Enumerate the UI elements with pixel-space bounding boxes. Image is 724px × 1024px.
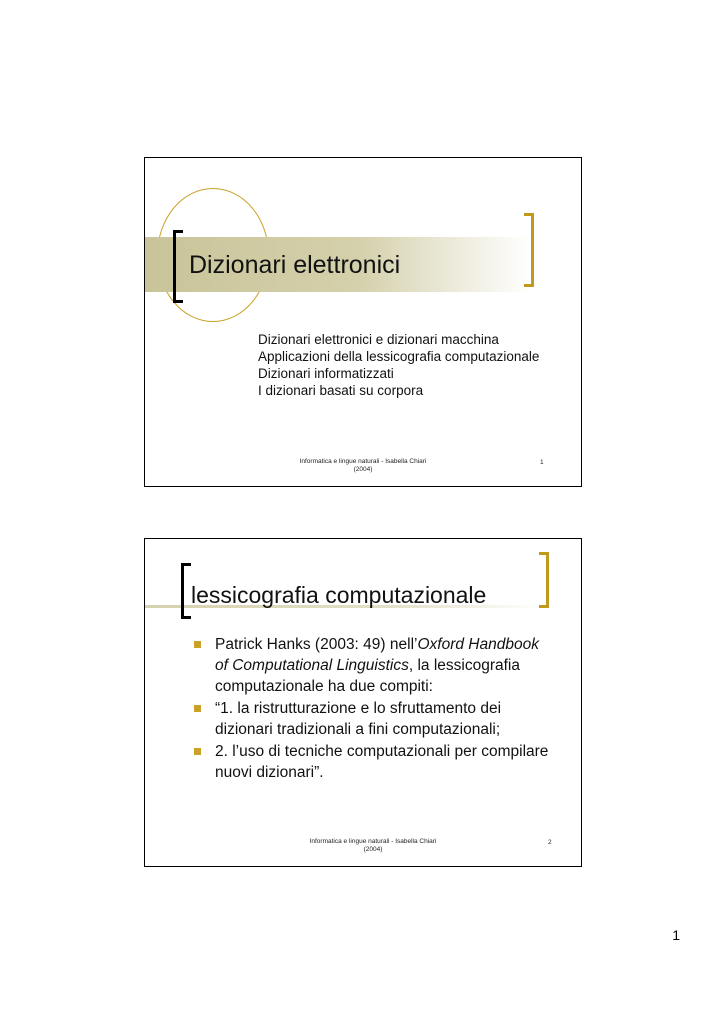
left-bracket-icon (173, 230, 183, 303)
right-bracket-icon (539, 552, 549, 608)
slide-footer (273, 838, 473, 854)
slide-number: 1 (540, 459, 544, 466)
slide-title: Dizionari elettronici (189, 251, 401, 279)
footer-line: (2004) (353, 466, 373, 473)
slide-number: 2 (548, 839, 552, 846)
square-bullet-icon (194, 641, 201, 648)
right-bracket-icon (524, 213, 534, 287)
list-item (193, 698, 553, 740)
left-bracket-icon (181, 563, 191, 619)
square-bullet-icon (194, 705, 201, 712)
footer-line: Informatica e lingue naturali - Isabella Chiari (299, 458, 427, 465)
list-item: Dizionari elettronici e dizionari macchina (258, 332, 499, 347)
slide-footer (263, 458, 463, 474)
bullet-text: 2. l’uso di tecniche computazionali per compilare nuovi dizionari”. (215, 743, 549, 781)
slide-1 (144, 157, 582, 487)
footer-line: (2004) (363, 846, 383, 853)
slide-title: lessicografia computazionale (191, 582, 487, 608)
page-number: 1 (672, 927, 680, 943)
list-item: Applicazioni della lessicografia computazionale (258, 349, 540, 364)
slide-2 (144, 538, 582, 867)
footer-line: Informatica e lingue naturali - Isabella Chiari (309, 838, 437, 845)
bullet-list (193, 634, 553, 784)
square-bullet-icon (194, 748, 201, 755)
bullet-text: , la lessicografia computazionale ha due compiti: (215, 657, 520, 695)
list-item (193, 634, 553, 697)
bullet-text-italic: Oxford Handbook of Computational Linguistics (215, 636, 539, 674)
bullet-text: “1. la ristrutturazione e lo sfruttamento dei dizionari tradizionali a fini computazionali; (215, 700, 502, 738)
list-item (193, 741, 553, 783)
list-item: Dizionari informatizzati (258, 366, 394, 381)
bullet-text: Patrick Hanks (2003: 49) nell’ (215, 636, 418, 653)
topic-list (258, 332, 558, 400)
list-item: I dizionari basati su corpora (258, 383, 424, 398)
